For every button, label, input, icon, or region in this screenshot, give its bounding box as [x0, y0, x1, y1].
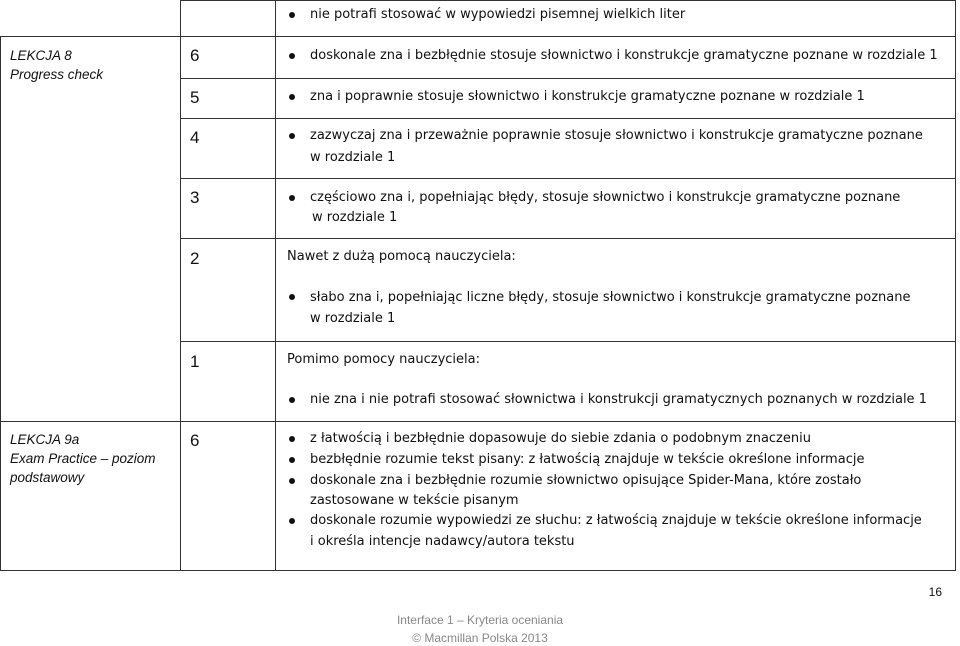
- column-divider-2: [275, 0, 276, 571]
- row-divider-grade4: [180, 118, 956, 119]
- row-divider-grade1: [180, 341, 956, 342]
- criterion-text: częściowo zna i, popełniając błędy, stosuje słownictwo i konstrukcje gramatyczne poznane: [310, 190, 901, 205]
- grade-2-intro: Nawet z dużą pomocą nauczyciela:: [287, 249, 516, 264]
- bullet-icon: [289, 478, 295, 484]
- lesson-subtitle: Exam Practice – poziom: [10, 451, 156, 466]
- grade-1: 1: [190, 352, 200, 371]
- criterion-text: nie potrafi stosować w wypowiedzi pisemnej wielkich liter: [310, 7, 686, 22]
- criterion-text: doskonale zna i bezbłędnie rozumie słownictwo opisujące Spider-Mana, które zostało: [310, 473, 862, 488]
- footer-title: Interface 1 – Kryteria oceniania: [396, 613, 564, 627]
- bullet-icon: [289, 94, 295, 100]
- criterion-text-continued: w rozdziale 1: [312, 210, 398, 225]
- bullet-icon: [289, 397, 295, 403]
- criterion-text: nie zna i nie potrafi stosować słownictwa i konstrukcji gramatycznych poznanych w rozdziale 1: [310, 392, 927, 407]
- bullet-icon: [289, 294, 295, 300]
- lesson-subtitle: Progress check: [10, 67, 104, 82]
- grade-6: 6: [190, 46, 200, 65]
- bullet-icon: [289, 53, 295, 59]
- criterion-text: słabo zna i, popełniając liczne błędy, stosuje słownictwo i konstrukcje gramatyczne poznane: [310, 290, 911, 305]
- page-number: 16: [928, 585, 942, 599]
- bullet-icon: [289, 457, 295, 463]
- lesson-title: LEKCJA 9a: [10, 432, 80, 447]
- bullet-icon: [289, 436, 295, 442]
- bullet-icon: [289, 12, 295, 18]
- grade-4: 4: [190, 128, 200, 147]
- criterion-text-continued: w rozdziale 1: [310, 311, 396, 326]
- grade-2: 2: [190, 249, 200, 268]
- bullet-icon: [289, 518, 295, 524]
- grade-3: 3: [190, 188, 200, 207]
- table-border-right: [955, 0, 956, 571]
- table-border-bottom: [0, 570, 956, 571]
- grade-1-intro: Pomimo pomocy nauczyciela:: [287, 352, 480, 367]
- criterion-text-continued: zastosowane w tekście pisanym: [310, 493, 519, 508]
- bullet-icon: [289, 195, 295, 201]
- lesson-9a-label: [10, 430, 156, 487]
- row-divider-lekcja8: [0, 36, 956, 37]
- criterion-text: zna i poprawnie stosuje słownictwo i konstrukcje gramatyczne poznane w rozdziale 1: [310, 89, 865, 104]
- lesson-title: LEKCJA 8: [10, 48, 72, 63]
- bullet-icon: [289, 133, 295, 139]
- row-divider-top: [180, 0, 956, 1]
- grade-5: 5: [190, 88, 200, 107]
- lesson-8-label: [10, 46, 103, 84]
- row-divider-grade5: [180, 78, 956, 79]
- criterion-text: bezbłędnie rozumie tekst pisany: z łatwością znajduje w tekście określone informacje: [310, 452, 865, 467]
- criterion-text: doskonale zna i bezbłędnie stosuje słownictwo i konstrukcje gramatyczne poznane w rozdziale 1: [310, 48, 938, 63]
- criterion-text: zazwyczaj zna i przeważnie poprawnie stosuje słownictwo i konstrukcje gramatyczne poznane: [310, 128, 923, 143]
- lesson-subtitle-continued: podstawowy: [10, 470, 85, 485]
- table-border-left: [0, 36, 1, 571]
- footer-copyright: © Macmillan Polska 2013: [412, 631, 548, 645]
- criterion-text-continued: w rozdziale 1: [310, 150, 396, 165]
- criterion-text: z łatwością i bezbłędnie dopasowuje do siebie zdania o podobnym znaczeniu: [310, 431, 811, 446]
- row-divider-grade3: [180, 178, 956, 179]
- row-divider-grade2: [180, 238, 956, 239]
- row-divider-lekcja9a: [0, 421, 956, 422]
- grade-6-exam: 6: [190, 431, 200, 450]
- column-divider-1: [180, 0, 181, 571]
- criterion-text-continued: i określa intencje nadawcy/autora tekstu: [310, 534, 575, 549]
- criterion-text: doskonale rozumie wypowiedzi ze słuchu: z łatwością znajduje w tekście określone informacje: [310, 513, 922, 528]
